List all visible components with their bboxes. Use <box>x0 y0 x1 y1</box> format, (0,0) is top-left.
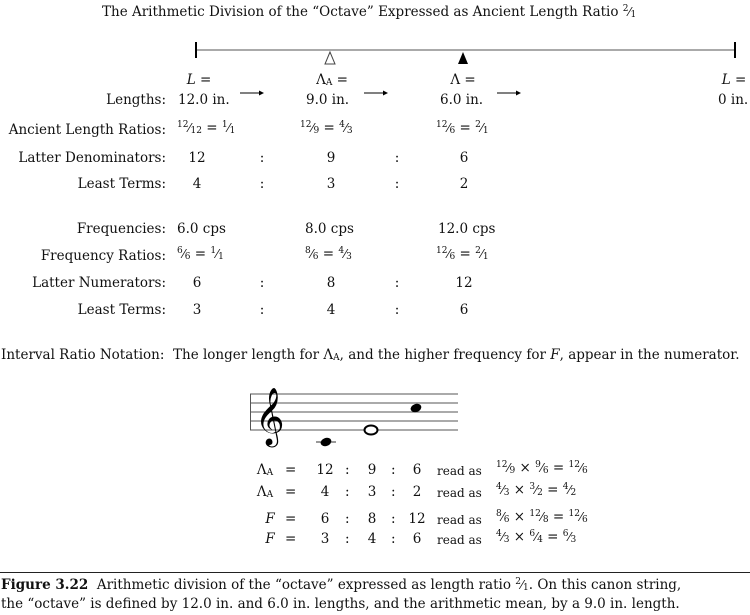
frequency-ratio-2: $^8⁄_6$ = $^4⁄_3$ <box>305 246 352 262</box>
note-middle-open <box>365 426 378 435</box>
notation-line: Interval Ratio Notation: The longer length for $\Lambda_A$, and the higher frequency for F, appear in the numerator. <box>1 347 740 363</box>
frequency-ratios-label: Frequency Ratios: <box>40 248 166 264</box>
title-ratio-den: 1 <box>630 10 637 20</box>
frequency-ratio-3: $^{12}⁄_6$ = $^2⁄_1$ <box>436 246 489 262</box>
frequency-least-2: 4 <box>326 302 336 318</box>
numerator-3: 12 <box>455 275 473 291</box>
formula-row-3: F = 6 : 8 : 12 read as $^8⁄_6$ × $^{12}⁄_8$ = $^{12}⁄_6$ <box>265 509 588 527</box>
numerator-colon-1: : <box>259 275 265 291</box>
frequency-least-colon-1: : <box>259 302 265 318</box>
length-least-3: 2 <box>459 176 469 192</box>
formula-expr-1: $^{12}⁄_9$ × $^9⁄_6$ = $^{12}⁄_6$ <box>496 460 588 476</box>
arrow-2 <box>364 91 388 96</box>
note-low <box>319 436 332 447</box>
formula-row-2: $\Lambda_A$ = 4 : 3 : 2 read as $^4⁄_3$ × $^3⁄_2$ = $^4⁄_2$ <box>256 482 577 500</box>
ancient-ratio-2: $^{12}⁄_9$ = $^4⁄_3$ <box>300 120 353 136</box>
denominator-colon-1: : <box>259 150 265 166</box>
frequency-least-3: 6 <box>459 302 469 318</box>
numerator-colon-2: : <box>394 275 400 291</box>
frequency-3: 12.0 cps <box>438 221 496 237</box>
frequency-2: 8.0 cps <box>305 221 354 237</box>
denominator-1: 12 <box>188 150 206 166</box>
bridge-open-triangle <box>325 52 335 64</box>
denominator-3: 6 <box>459 150 469 166</box>
length-value-1: 12.0 in. <box>178 92 230 108</box>
lengths-label: Lengths: <box>106 92 166 108</box>
frequencies-label: Frequencies: <box>76 221 166 237</box>
figure-caption-line-1: Figure 3.22 Arithmetic division of the “octave” expressed as length ratio $^2⁄_1$. On this canon string, <box>1 577 682 593</box>
length-value-3: 6.0 in. <box>440 92 484 108</box>
length-least-1: 4 <box>192 176 202 192</box>
canon-string-diagram <box>0 40 750 70</box>
frequency-ratio-1: $^6⁄_6$ = $^1⁄_1$ <box>177 246 224 262</box>
formula-row-1: $\Lambda_A$ = 12 : 9 : 6 read as $^{12}⁄_9$ × $^9⁄_6$ = $^{12}⁄_6$ <box>256 460 588 478</box>
formula-row-4: F = 3 : 4 : 6 read as $^4⁄_3$ × $^6⁄_4$ = $^6⁄_3$ <box>265 529 577 547</box>
figure-title: The Arithmetic Division of the “Octave” Expressed as Ancient Length Ratio $^2⁄_1$ <box>102 4 637 20</box>
figure-caption-line-2: the “octave” is defined by 12.0 in. and 6.0 in. lengths, and the arithmetic mean, by a 9.0 in. length. <box>1 596 680 612</box>
frequency-least-1: 3 <box>192 302 202 318</box>
arrow-3 <box>497 91 521 96</box>
string-label-1: L = <box>186 72 212 88</box>
length-value-4: 0 in. <box>718 92 749 108</box>
arrows <box>0 86 750 100</box>
formula-expr-2: $^4⁄_3$ × $^3⁄_2$ = $^4⁄_2$ <box>496 482 577 498</box>
string-label-4: L = <box>721 72 747 88</box>
denominator-colon-2: : <box>394 150 400 166</box>
length-least-colon-2: : <box>394 176 400 192</box>
numerator-2: 8 <box>326 275 336 291</box>
formula-expr-4: $^4⁄_3$ × $^6⁄_4$ = $^6⁄_3$ <box>496 529 577 545</box>
frequency-least-label: Least Terms: <box>77 302 166 318</box>
length-value-2: 9.0 in. <box>306 92 350 108</box>
figure-caption-label: Figure 3.22 <box>1 577 89 593</box>
numerator-1: 6 <box>192 275 202 291</box>
denominators-label: Latter Denominators: <box>18 150 166 166</box>
frequency-least-colon-2: : <box>394 302 400 318</box>
caption-rule <box>0 572 750 573</box>
string-label-3: Λ = <box>450 72 476 88</box>
ancient-ratios-label: Ancient Length Ratios: <box>8 122 166 138</box>
ancient-ratio-3: $^{12}⁄_6$ = $^2⁄_1$ <box>436 120 489 136</box>
music-staff <box>250 386 460 452</box>
title-ratio-num: 2 <box>622 4 629 14</box>
length-least-2: 3 <box>326 176 336 192</box>
numerators-label: Latter Numerators: <box>32 275 166 291</box>
formula-expr-3: $^8⁄_6$ × $^{12}⁄_8$ = $^{12}⁄_6$ <box>496 509 588 525</box>
string-label-2: $\Lambda_A$ = <box>316 72 348 88</box>
arrow-1 <box>240 91 264 96</box>
notation-label: Interval Ratio Notation: <box>1 347 165 363</box>
figure-title-text: The Arithmetic Division of the “Octave” Expressed as Ancient Length Ratio <box>102 4 619 20</box>
denominator-2: 9 <box>326 150 336 166</box>
ancient-ratio-1: $^{12}⁄_{12}$ = $^1⁄_1$ <box>177 120 236 136</box>
length-least-colon-1: : <box>259 176 265 192</box>
length-least-label: Least Terms: <box>77 176 166 192</box>
frequency-1: 6.0 cps <box>177 221 226 237</box>
bridge-filled-triangle <box>458 52 468 64</box>
treble-clef-icon: 𝄞 <box>255 387 285 445</box>
